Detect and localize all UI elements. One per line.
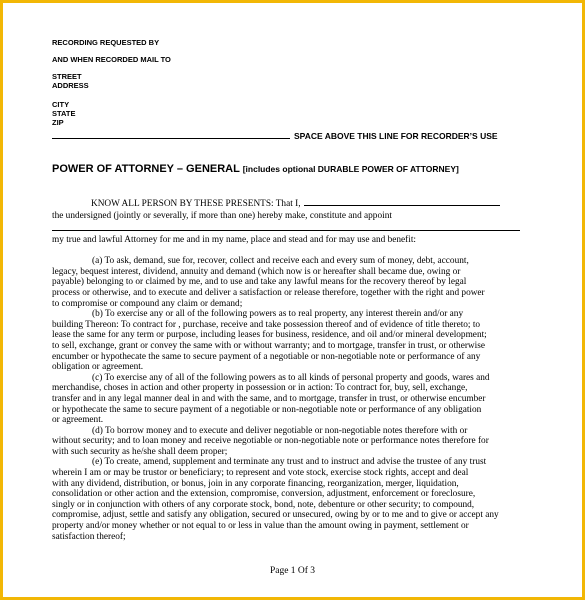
- body-line: with such security as he/she shall deem proper;: [52, 446, 228, 457]
- space-above-label: SPACE ABOVE THIS LINE FOR RECORDER’S USE: [294, 131, 498, 141]
- body-line: to sell, exchange, grant or convey the same with or without warranty; and to mortgage, transfer in trust, or otherwise: [52, 340, 485, 351]
- street-label: STREET: [52, 72, 82, 81]
- body-line: without security; and to loan money and receive negotiable or non-negotiable note or performance notes therefore for: [52, 436, 489, 447]
- body-line: or hypothecate the same to secure payment of a negotiable or non-negotiable note or performance of any obligation: [52, 404, 482, 415]
- body-line: (d) To borrow money and to execute and deliver negotiable or non-negotiable notes therefore with or: [92, 425, 468, 436]
- body-line: property and/or money whether or not equal to or less in value than the amount owing in payment, settlement or: [52, 521, 469, 532]
- body-line: compromise, adjust, settle and satisfy any obligation, secured or unsecured, owing by or to me and to give or accept any: [52, 510, 499, 521]
- body-line: to compromise or compound any claim or demand;: [52, 298, 243, 309]
- body-line: [52, 246, 528, 257]
- body-line: (a) To ask, demand, sue for, recover, collect and receive each and every sum of money, debt, account,: [92, 256, 469, 267]
- body-line: with any dividend, distribution, or bonus, join in any corporate financing, reorganization, merger, liquidation,: [52, 478, 459, 489]
- know-all-text: KNOW ALL PERSON BY THESE PRESENTS: That I,: [91, 199, 301, 209]
- body-line: obligation or agreement.: [52, 362, 144, 373]
- body-line: transfer and in any legal manner deal in and with the same, and to mortgage, transfer in trust, or otherwise encumber: [52, 393, 486, 404]
- recorded-mail-to: AND WHEN RECORDED MAIL TO: [52, 55, 171, 64]
- body-line: wherein I am or may be trustor or beneficiary; to represent and vote stock, exercise stock rights, accept and deal: [52, 468, 469, 479]
- attorney-name-blank: [52, 230, 520, 231]
- body-line: (b) To exercise any or all of the following powers as to real property, any interest therein and/or any: [92, 309, 464, 320]
- title-main: POWER OF ATTORNEY – GENERAL: [52, 163, 240, 175]
- recording-requested-by: RECORDING REQUESTED BY: [52, 38, 160, 47]
- body-line: consolidation or other action and the extension, compromise, conversion, adjustment, enforcement or foreclosure,: [52, 489, 476, 500]
- body-line: satisfaction thereof;: [52, 531, 126, 542]
- state-label: STATE: [52, 109, 76, 118]
- body-line: process or otherwise, and to execute and deliver a satisfaction or release therefore, together with the right and power: [52, 287, 485, 298]
- document-page: [3, 3, 582, 597]
- body-text: [52, 235, 528, 542]
- document-title: [52, 163, 459, 175]
- recorder-use-line: [52, 131, 522, 141]
- page-footer: Page 1 Of 3: [269, 566, 316, 576]
- body-line: merchandise, choses in action and other property in possession or in action: To contract for, buy, sell, exchange,: [52, 383, 468, 394]
- zip-label: ZIP: [52, 118, 64, 127]
- body-line: legacy, bequest interest, dividend, annuity and demand (which now is or hereafter shall became due, owing or: [52, 266, 461, 277]
- address-label: ADDRESS: [52, 81, 89, 90]
- body-line: (c) To exercise any of all of the following powers as to all kinds of personal property and goods, wares and: [92, 372, 490, 383]
- undersigned-line: the undersigned (jointly or severally, if more than one) hereby make, constitute and appoint: [52, 211, 392, 221]
- know-all-line: [91, 199, 500, 209]
- body-line: or agreement.: [52, 415, 104, 426]
- body-line: my true and lawful Attorney for me and in my name, place and stead and for may use and benefit:: [52, 235, 417, 245]
- body-line: singly or in conjunction with others of any corporate stock, bond, note, debenture or other security; to compound,: [52, 499, 475, 510]
- title-sub: [includes optional DURABLE POWER OF ATTORNEY]: [242, 164, 459, 174]
- body-line: building Thereon: To contract for , purchase, receive and take possession thereof and of evidence of title thereto; to: [52, 319, 481, 330]
- body-line: payable) belonging to or claimed by me, and to use and take any lawful means for the recovery thereof by legal: [52, 277, 467, 288]
- recorder-rule: [52, 138, 290, 139]
- principal-name-blank: [304, 205, 500, 206]
- city-label: CITY: [52, 100, 70, 109]
- body-line: (e) To create, amend, supplement and terminate any trust and to instruct and advise the trustee of any trust: [92, 457, 487, 468]
- body-line: encumber or hypothecate the same to secure payment of a negotiable or non-negotiable note or performance of any: [52, 351, 481, 362]
- body-line: lease the same for any term or purpose, including leases for business, residence, and oil and/or mineral development;: [52, 330, 487, 341]
